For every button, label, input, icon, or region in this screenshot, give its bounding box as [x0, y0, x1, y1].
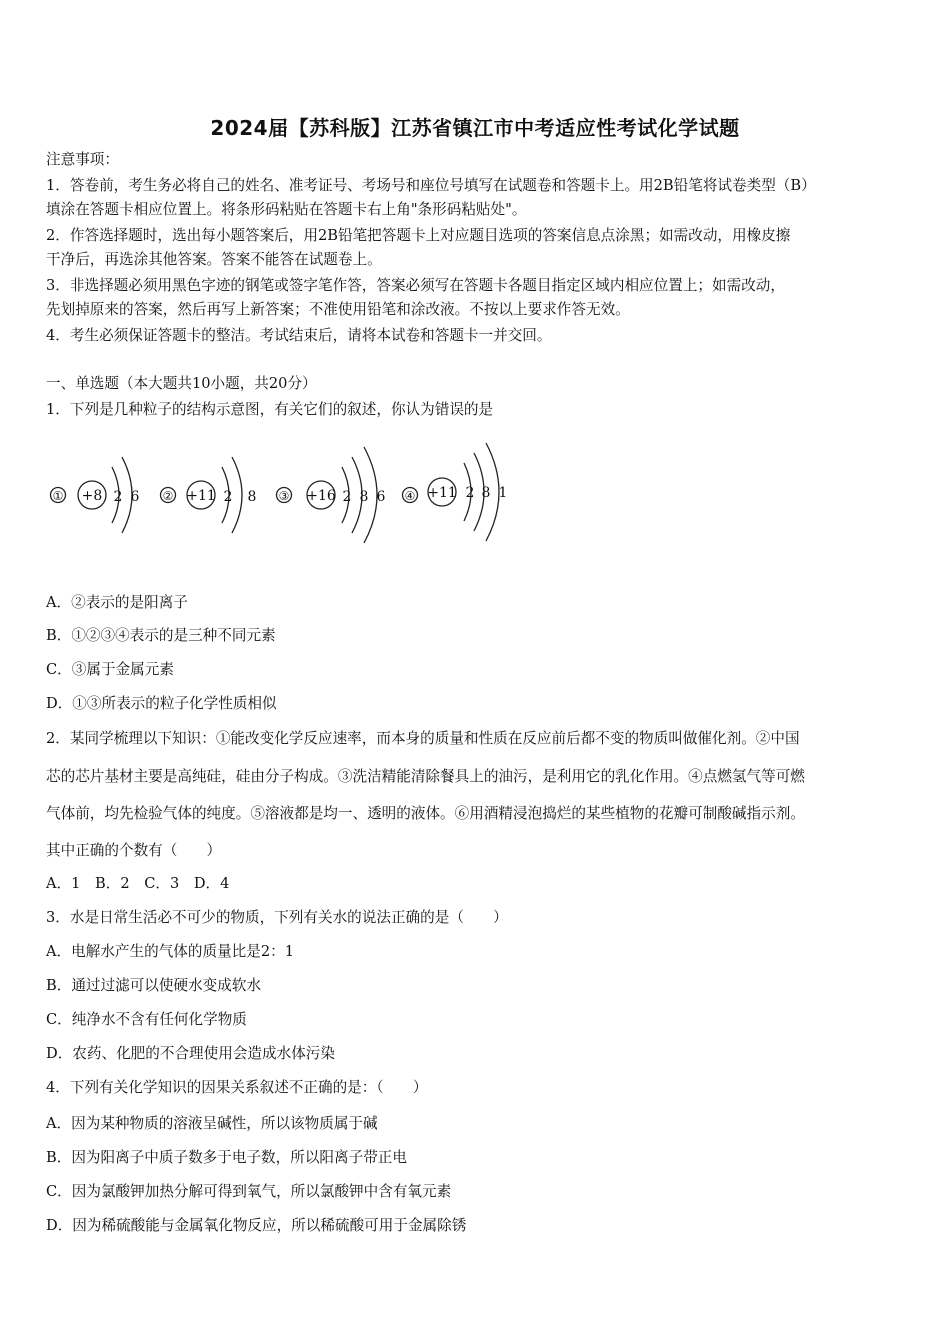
q4-option-d: D．因为稀硫酸能与金属氧化物反应，所以稀硫酸可用于金属除锈: [46, 1217, 467, 1234]
question-2-line: 2．某同学梳理以下知识：①能改变化学反应速率，而本身的质量和性质在反应前后都不变的物质叫做催化剂。②中国: [46, 730, 800, 747]
q4-option-c: C．因为氯酸钾加热分解可得到氧气，所以氯酸钾中含有氧元素: [46, 1183, 452, 1200]
notice-line: 3．非选择题必须用黑色字迹的钢笔或签字笔作答，答案必须写在答题卡各题目指定区域内相应位置上；如需改动，: [46, 277, 785, 294]
q1-option-c: C．③属于金属元素: [46, 661, 174, 678]
shell-electron-count: 8: [481, 485, 491, 501]
q3-option-d: D．农药、化肥的不合理使用会造成水体污染: [46, 1045, 335, 1062]
shell-electron-count: 2: [113, 489, 123, 505]
notice-line: 2．作答选择题时，选出每小题答案后，用2B铅笔把答题卡上对应题目选项的答案信息点涂黑；如需改动，用橡皮擦: [46, 227, 791, 244]
q3-option-a: A．电解水产生的气体的质量比是2：1: [46, 943, 295, 960]
notice-line: 填涂在答题卡相应位置上。将条形码粘贴在答题卡右上角"条形码粘贴处"。: [46, 201, 527, 218]
q1-option-d: D．①③所表示的粒子化学性质相似: [46, 695, 277, 712]
nucleus-charge: +11: [427, 485, 457, 501]
notice-line: 先划掉原来的答案，然后再写上新答案；不准使用铅笔和涂改液。不按以上要求作答无效。: [46, 301, 630, 318]
notice-heading: 注意事项：: [46, 151, 119, 168]
q1-option-b: B．①②③④表示的是三种不同元素: [46, 627, 276, 644]
question-2-line: 芯的芯片基材主要是高纯硅，硅由分子构成。③洗洁精能清除餐具上的油污，是利用它的乳化作用。④点燃氢气等可燃: [46, 768, 805, 785]
notice-line: 4．考生必须保证答题卡的整洁。考试结束后，请将本试卷和答题卡一并交回。: [46, 327, 552, 344]
nucleus-charge: +8: [81, 488, 103, 504]
exam-title: 2024届【苏科版】江苏省镇江市中考适应性考试化学试题: [210, 116, 740, 140]
question-1-stem: 1．下列是几种粒子的结构示意图，有关它们的叙述，你认为错误的是: [46, 401, 494, 418]
question-2-line: 其中正确的个数有（ ）: [46, 842, 222, 859]
nucleus-charge: +11: [186, 488, 216, 504]
shell-electron-count: 2: [342, 489, 352, 505]
q4-option-a: A．因为某种物质的溶液呈碱性，所以该物质属于碱: [46, 1115, 378, 1132]
q3-option-c: C．纯净水不含有任何化学物质: [46, 1011, 247, 1028]
section-heading: 一、单选题（本大题共10小题，共20分）: [46, 375, 317, 392]
question-2-line: 气体前，均先检验气体的纯度。⑤溶液都是均一、透明的液体。⑥用酒精浸泡捣烂的某些植物的花瓣可制酸碱指示剂。: [46, 805, 805, 822]
q1-option-a: A．②表示的是阳离子: [46, 594, 188, 611]
particle-label: ②: [162, 489, 174, 503]
particle-label: ③: [278, 489, 290, 503]
particle-label: ④: [404, 489, 416, 503]
atomic-structure-diagram: [40, 435, 530, 555]
shell-electron-count: 2: [465, 485, 475, 501]
q3-option-b: B．通过过滤可以使硬水变成软水: [46, 977, 262, 994]
shell-electron-count: 6: [130, 489, 140, 505]
notice-line: 干净后，再选涂其他答案。答案不能答在试题卷上。: [46, 251, 382, 268]
shell-electron-count: 8: [359, 489, 369, 505]
q4-option-b: B．因为阳离子中质子数多于电子数，所以阳离子带正电: [46, 1149, 407, 1166]
electron-shell-arc: [232, 457, 242, 533]
shell-electron-count: 1: [498, 485, 508, 501]
shell-electron-count: 6: [376, 489, 386, 505]
notice-line: 1．答卷前，考生务必将自己的姓名、准考证号、考场号和座位号填写在试题卷和答题卡上。用2B铅笔将试卷类型（B）: [46, 177, 816, 194]
q2-options: A．1 B．2 C．3 D．4: [46, 875, 230, 892]
nucleus-charge: +16: [306, 488, 336, 504]
question-4-stem: 4．下列有关化学知识的因果关系叙述不正确的是：（ ）: [46, 1079, 428, 1096]
question-3-stem: 3．水是日常生活必不可少的物质，下列有关水的说法正确的是（ ）: [46, 909, 508, 926]
shell-electron-count: 8: [247, 489, 257, 505]
shell-electron-count: 2: [223, 489, 233, 505]
particle-label: ①: [52, 489, 64, 503]
